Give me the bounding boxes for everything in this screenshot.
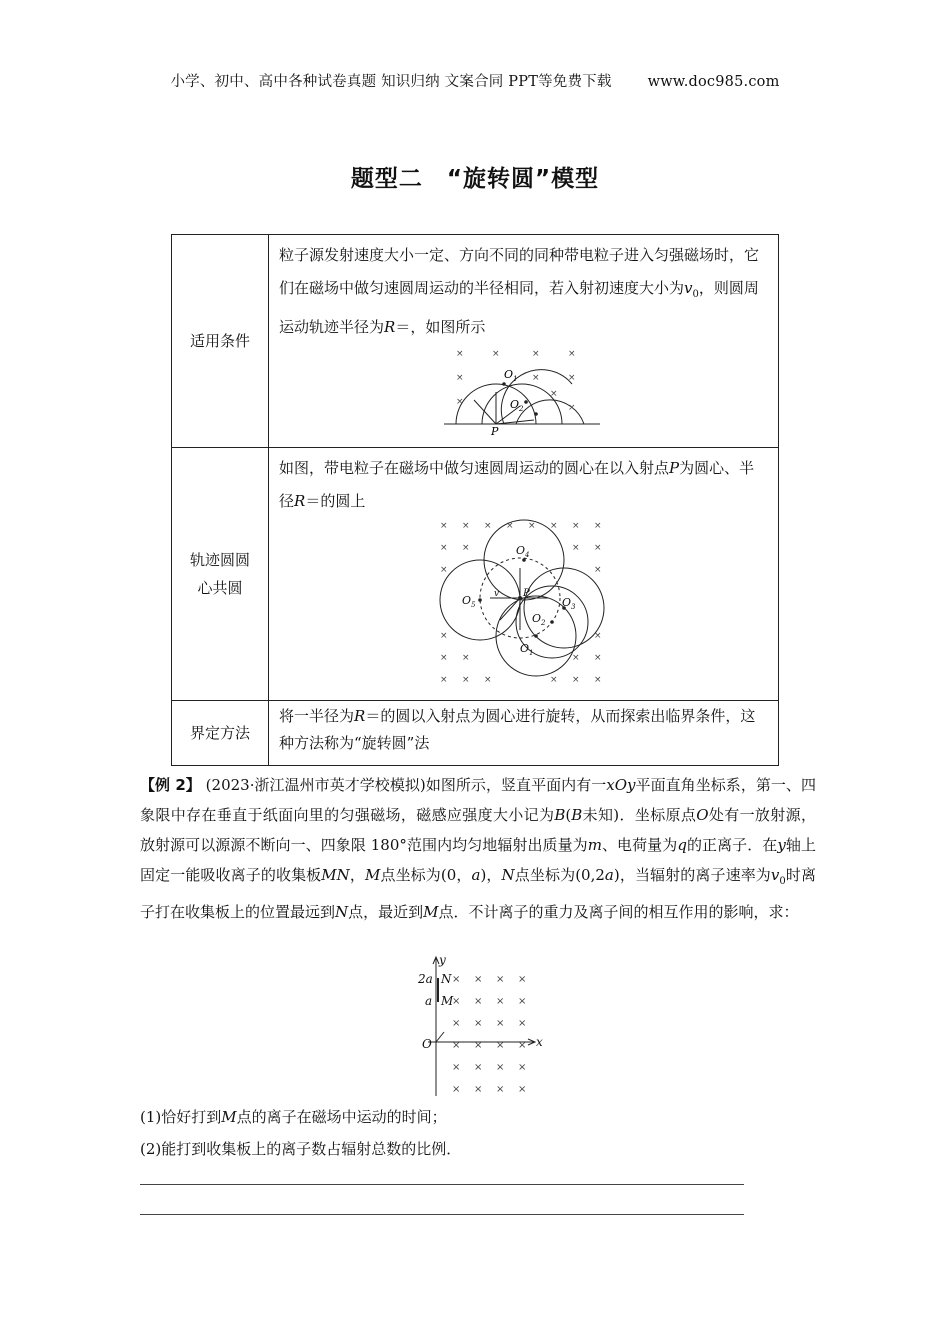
svg-text:O2 <box>510 398 524 413</box>
label-sub: 4 <box>524 551 529 559</box>
row-text: 粒子源发射速度大小一定、方向不同的同种带电粒子进入匀强磁场时，它们在磁场中做匀速圆周运动的半径相同，若入射初速度大小为 <box>279 246 760 297</box>
svg-text:×: × <box>483 675 492 685</box>
var: q <box>677 836 687 854</box>
svg-text:×: × <box>593 565 602 575</box>
answer-line[interactable] <box>140 1214 744 1215</box>
example-text: 处有一放射源，放射源可以源源不断向一、四象限 180°范围内均匀地辐射出质量为 <box>140 806 816 854</box>
example-text: 点．不计离子的重力及离子间的相互作用的影响，求： <box>438 903 799 921</box>
svg-text:×: × <box>496 1018 505 1029</box>
label-v: v <box>493 589 499 599</box>
var-R: R <box>354 707 366 725</box>
svg-text:×: × <box>518 1084 527 1095</box>
svg-text:×: × <box>496 974 505 985</box>
M-label: M <box>441 994 454 1008</box>
tick-a: a <box>425 994 433 1008</box>
example-text: )，当辐射的离子速率为 <box>613 866 771 884</box>
svg-text:×: × <box>571 653 580 663</box>
row-text: ＝的圆以入射点为圆心进行旋转，从而探索出临界条件，这种方法称为“旋转圆”法 <box>279 707 756 752</box>
svg-text:×: × <box>496 996 505 1007</box>
example-text: 的正离子．在 <box>686 836 778 854</box>
coordinate-figure <box>408 954 548 1100</box>
svg-text:×: × <box>452 1062 461 1073</box>
emitter-arrow <box>436 1032 444 1042</box>
svg-text:×: × <box>439 653 448 663</box>
svg-text:×: × <box>474 1040 483 1051</box>
svg-text:O2 <box>532 612 546 627</box>
var: a <box>604 866 614 884</box>
entry-point-dot <box>518 596 522 600</box>
svg-text:×: × <box>505 521 514 531</box>
svg-text:×: × <box>474 1018 483 1029</box>
var-sub: 0 <box>692 289 699 300</box>
svg-text:×: × <box>593 631 602 641</box>
example-text: ， <box>349 866 365 884</box>
svg-text:×: × <box>567 349 576 359</box>
center-dot <box>550 620 554 624</box>
svg-text:×: × <box>439 675 448 685</box>
svg-text:×: × <box>452 1084 461 1095</box>
origin-label: O <box>422 1037 432 1051</box>
svg-text:×: × <box>549 521 558 531</box>
y-axis-label: y <box>439 954 446 967</box>
row-text: ＝，如图所示 <box>395 318 486 336</box>
svg-text:×: × <box>518 1062 527 1073</box>
var: v <box>770 866 780 884</box>
example-text: 轴上固定一能吸收离子的收集板 <box>140 836 816 884</box>
question-text: (1)恰好打到 <box>140 1108 222 1126</box>
svg-text:×: × <box>452 1040 461 1051</box>
var: O <box>696 806 709 824</box>
page-header <box>0 70 950 91</box>
header-site[interactable]: www.doc985.com <box>647 74 780 90</box>
label-O5: O <box>461 594 471 607</box>
example-text: )， <box>480 866 502 884</box>
label-sub: 5 <box>470 601 475 609</box>
N-label: N <box>441 972 452 986</box>
example-text: 、电荷量为 <box>601 836 678 854</box>
svg-text:×: × <box>483 521 492 531</box>
label-sub: 1 <box>528 649 533 657</box>
svg-text:×: × <box>531 373 540 383</box>
example-text: 平面直角坐标系，第一、四象限中存在垂直于纸面向里的匀强磁场，磁感应强度大小记为 <box>140 776 816 824</box>
svg-text:×: × <box>455 373 464 383</box>
label-O4: O <box>515 544 525 557</box>
question-1 <box>140 1106 447 1127</box>
model-table <box>171 234 779 766</box>
var-R: R <box>294 492 306 510</box>
example-source: (2023·浙江温州市英才学校模拟) <box>205 776 426 794</box>
svg-text:×: × <box>518 1018 527 1029</box>
velocity-arrow <box>496 420 534 424</box>
header-text: 小学、初中、高中各种试卷真题 知识归纳 文案合同 PPT等免费下载 <box>170 74 612 90</box>
svg-text:×: × <box>518 1040 527 1051</box>
row-content <box>269 701 779 766</box>
example-text: 点坐标为(0， <box>380 866 472 884</box>
var: xOy <box>606 776 636 794</box>
var: m <box>587 836 602 854</box>
example-problem <box>140 770 816 927</box>
svg-text:×: × <box>455 397 464 407</box>
svg-text:×: × <box>439 521 448 531</box>
example-tag: 【例 2】 <box>140 776 201 794</box>
var-sub: 0 <box>779 876 786 887</box>
example-text: ( <box>565 806 572 824</box>
var: B <box>571 806 583 824</box>
label-O2: O <box>509 398 519 411</box>
label-sub: 1 <box>512 375 517 383</box>
label-O1: O <box>519 642 529 655</box>
svg-text:×: × <box>461 543 470 553</box>
svg-text:×: × <box>452 1018 461 1029</box>
label-sub: 2 <box>540 619 545 627</box>
row-text: 为圆心、半径 <box>279 459 755 510</box>
center-circle-figure <box>436 518 612 686</box>
svg-text:×: × <box>461 675 470 685</box>
example-text: 未知)．坐标原点 <box>582 806 697 824</box>
table-row <box>172 448 779 701</box>
label-O1: O <box>503 368 513 381</box>
svg-text:×: × <box>549 675 558 685</box>
svg-text:×: × <box>474 1084 483 1095</box>
svg-text:×: × <box>455 349 464 359</box>
svg-text:×: × <box>571 543 580 553</box>
question-2: (2)能打到收集板上的离子数占辐射总数的比例． <box>140 1140 462 1158</box>
var-R: R <box>384 318 396 336</box>
velocity-arrow <box>500 598 520 620</box>
example-text: 时离子打在收集板上的位置最远到 <box>140 866 816 921</box>
row-label-line: 心共圆 <box>197 579 243 597</box>
var: MN <box>321 866 350 884</box>
svg-text:×: × <box>461 653 470 663</box>
row-label <box>172 448 269 701</box>
svg-text:×: × <box>593 653 602 663</box>
var: B <box>554 806 566 824</box>
label-P: P <box>522 588 530 599</box>
svg-text:×: × <box>461 521 470 531</box>
svg-text:×: × <box>567 403 576 413</box>
center-dot <box>534 634 538 638</box>
svg-text:×: × <box>439 631 448 641</box>
svg-text:×: × <box>496 1040 505 1051</box>
row-label: 适用条件 <box>172 235 269 448</box>
svg-text:×: × <box>593 543 602 553</box>
row-content <box>269 235 779 448</box>
var-v: v <box>684 279 693 297</box>
svg-text:×: × <box>496 1084 505 1095</box>
rotating-circles-figure <box>444 344 604 436</box>
row-content <box>269 448 779 701</box>
svg-text:×: × <box>452 996 461 1007</box>
label-O3: O <box>561 596 571 609</box>
var: a <box>471 866 481 884</box>
var: M <box>423 903 439 921</box>
row-text: 如图，带电粒子在磁场中做匀速圆周运动的圆心在以入射点 <box>279 459 670 477</box>
label-O2: O <box>531 612 541 625</box>
svg-text:×: × <box>452 974 461 985</box>
example-text: 点坐标为(0,2 <box>514 866 605 884</box>
page-title: 题型二 “旋转圆”模型 <box>350 166 600 192</box>
field-cross-grid <box>452 974 526 1095</box>
example-text: 点，最近到 <box>348 903 424 921</box>
table-row <box>172 701 779 766</box>
question-text: 点的离子在磁场中运动的时间； <box>236 1108 447 1126</box>
var: N <box>501 866 515 884</box>
tick-2a: 2a <box>418 972 433 986</box>
svg-text:O1 <box>504 368 518 383</box>
answer-line[interactable] <box>140 1184 744 1185</box>
center-dot <box>478 598 482 602</box>
row-label: 界定方法 <box>172 701 269 766</box>
center-dot <box>502 382 506 386</box>
svg-text:×: × <box>474 996 483 1007</box>
svg-text:×: × <box>527 521 536 531</box>
svg-text:×: × <box>593 521 602 531</box>
var-P: P <box>669 459 680 477</box>
label-P: P <box>490 425 498 436</box>
var: N <box>335 903 349 921</box>
svg-text:×: × <box>439 543 448 553</box>
svg-text:O3 <box>562 596 576 611</box>
svg-text:×: × <box>518 996 527 1007</box>
row-text: ＝的圆上 <box>305 492 366 510</box>
var: y <box>777 836 786 854</box>
svg-text:×: × <box>571 675 580 685</box>
svg-text:×: × <box>518 974 527 985</box>
svg-text:×: × <box>567 373 576 383</box>
label-sub: 2 <box>518 405 523 413</box>
center-dot <box>524 400 528 404</box>
svg-text:×: × <box>593 675 602 685</box>
svg-text:O4 <box>516 544 530 559</box>
label-sub: 3 <box>570 603 575 611</box>
var: M <box>221 1108 237 1126</box>
svg-text:×: × <box>491 349 500 359</box>
table-row <box>172 235 779 448</box>
svg-text:×: × <box>531 349 540 359</box>
svg-text:×: × <box>496 1062 505 1073</box>
svg-text:×: × <box>474 1062 483 1073</box>
svg-text:×: × <box>549 389 558 399</box>
row-text: ，则圆周运动轨迹半径为 <box>279 279 759 336</box>
svg-text:O5 <box>462 594 476 609</box>
svg-text:×: × <box>439 565 448 575</box>
svg-text:O1 <box>520 642 534 657</box>
svg-text:×: × <box>571 521 580 531</box>
example-text: 如图所示，竖直平面内有一 <box>425 776 607 794</box>
svg-text:×: × <box>474 974 483 985</box>
row-text: 将一半径为 <box>279 707 355 725</box>
center-dot <box>534 412 538 416</box>
row-label-line: 轨迹圆圆 <box>189 551 250 569</box>
velocity-arrow <box>474 400 496 424</box>
x-axis-label: x <box>536 1035 543 1049</box>
var: M <box>365 866 381 884</box>
